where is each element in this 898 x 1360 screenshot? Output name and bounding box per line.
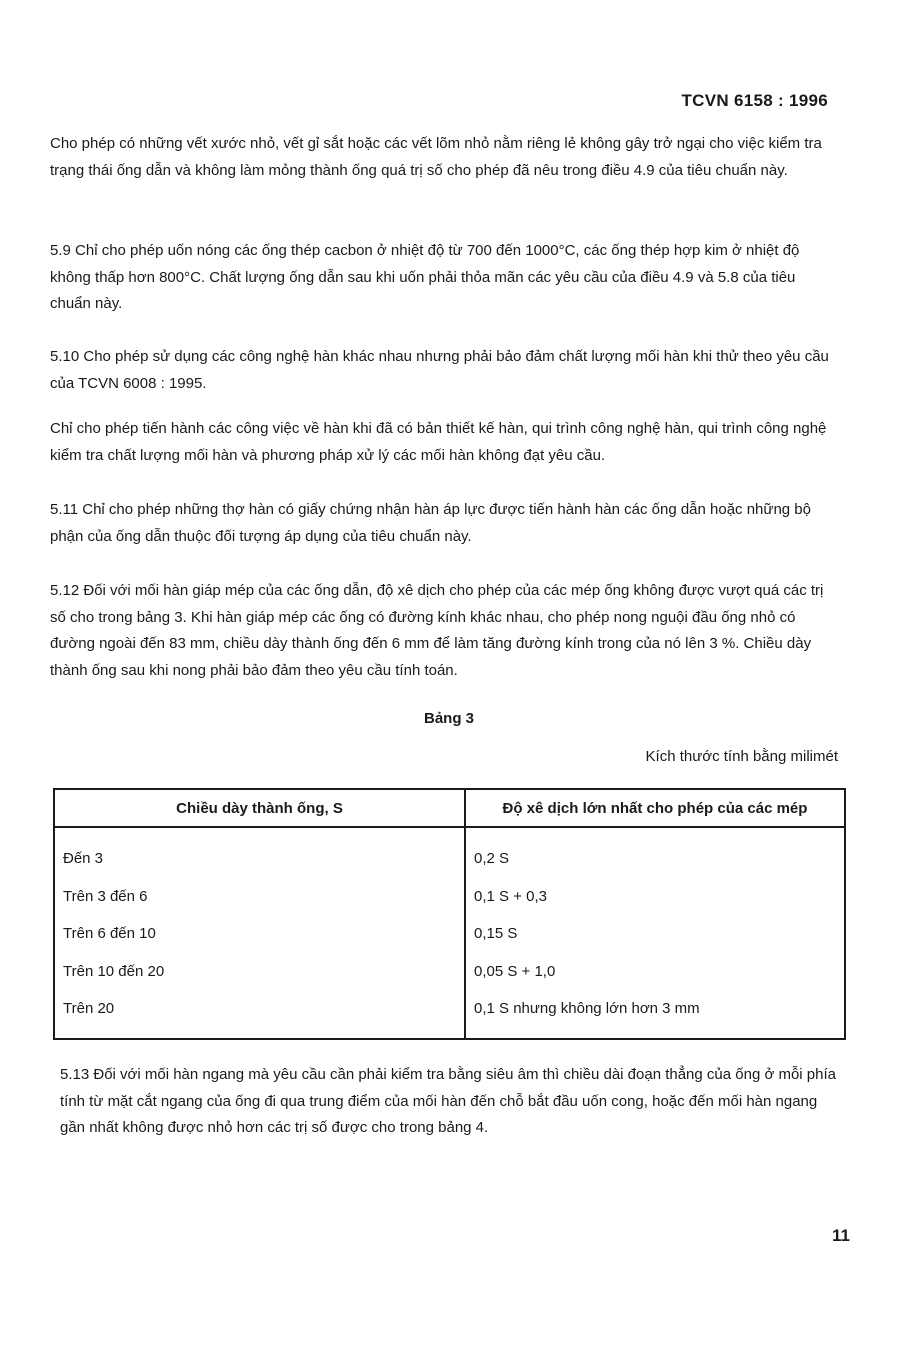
paragraph-5-9: 5.9 Chỉ cho phép uốn nóng các ống thép cacbon ở nhiệt độ từ 700 đến 1000°C, các ống thép hợp kim ở nhiệt độ không thấp hơn 800°C. Chất lượng ống dẫn sau khi uốn phải thỏa mãn các yêu cầu của điều 4.9 và 5.8 của tiêu chuẩn này.	[50, 242, 800, 312]
table-cell-offset: 0,2 S	[474, 850, 510, 868]
standard-header: TCVN 6158 : 1996	[681, 91, 828, 110]
table-cell-thickness: Trên 6 đến 10	[54, 915, 465, 953]
table-cell-thickness: Đến 3	[54, 827, 465, 878]
paragraph-scratches: Cho phép có những vết xước nhỏ, vết gỉ sắt hoặc các vết lõm nhỏ nằm riêng lẻ không gây trở ngại cho việc kiểm tra trạng thái ống dẫn và không làm mỏng thành ống quá trị số cho phép đã nêu trong điều 4.9 của tiêu chuẩn này.	[50, 135, 822, 179]
table-cell-thickness: Trên 3 đến 6	[54, 878, 465, 916]
paragraph-5-12: 5.12 Đối với mối hàn giáp mép của các ống dẫn, độ xê dịch cho phép của các mép ống không được vượt quá các trị số cho trong bảng 3. Khi hàn giáp mép các ống có đường kính khác nhau, cho phép nong nguội đầu ống nhỏ có đường ngoài đến 83 mm, chiều dày thành ống đến 6 mm để làm tăng đường kính trong của nó lên 3 %. Chiều dày thành ống sau khi nong phải bảo đảm theo yêu cầu tính toán.	[50, 582, 824, 679]
table-3	[53, 788, 846, 1040]
table-title: Bảng 3	[423, 710, 474, 727]
paragraph-5-10-welding: Chỉ cho phép tiến hành các công việc về hàn khi đã có bản thiết kế hàn, qui trình công nghệ hàn, qui trình công nghệ kiểm tra chất lượng mối hàn và phương pháp xử lý các mối hàn không đạt yêu cầu.	[50, 420, 827, 464]
table-cell-thickness: Trên 10 đến 20	[54, 953, 465, 991]
table-row	[54, 953, 845, 991]
table-row	[54, 915, 845, 953]
table-cell-offset: 0,1 S nhưng không lớn hơn 3 mm	[474, 1000, 700, 1018]
column-header-thickness: Chiều dày thành ống, S	[54, 789, 465, 827]
table-cell-thickness: Trên 20	[54, 990, 465, 1039]
table-unit-note: Kích thước tính bằng milimét	[645, 748, 838, 765]
table-row	[54, 827, 845, 878]
table-cell-offset: 0,15 S	[474, 925, 518, 943]
table-header-row	[54, 789, 845, 827]
table-cell-offset: 0,05 S + 1,0	[474, 962, 556, 980]
column-header-offset: Độ xê dịch lớn nhất cho phép của các mép	[465, 789, 845, 827]
page-number: 11	[832, 1226, 850, 1245]
table-row	[54, 878, 845, 916]
paragraph-5-10: 5.10 Cho phép sử dụng các công nghệ hàn khác nhau nhưng phải bảo đảm chất lượng mối hàn khi thử theo yêu cầu của TCVN 6008 : 1995.	[50, 348, 829, 392]
paragraph-5-13: 5.13 Đối với mối hàn ngang mà yêu cầu cần phải kiểm tra bằng siêu âm thì chiều dài đoạn thẳng của ống ở mỗi phía tính từ mặt cắt ngang của ống đi qua trung điểm của mối hàn đến chỗ bắt đầu uốn cong, hoặc đến mối hàn ngang gần nhất không được nhỏ hơn các trị số được cho trong bảng 4.	[60, 1066, 836, 1136]
paragraph-5-11: 5.11 Chỉ cho phép những thợ hàn có giấy chứng nhận hàn áp lực được tiến hành hàn các ống dẫn hoặc những bộ phận của ống dẫn thuộc đối tượng áp dụng của tiêu chuẩn này.	[50, 501, 811, 545]
table-cell-offset: 0,1 S + 0,3	[474, 887, 547, 905]
table-row	[54, 990, 845, 1039]
